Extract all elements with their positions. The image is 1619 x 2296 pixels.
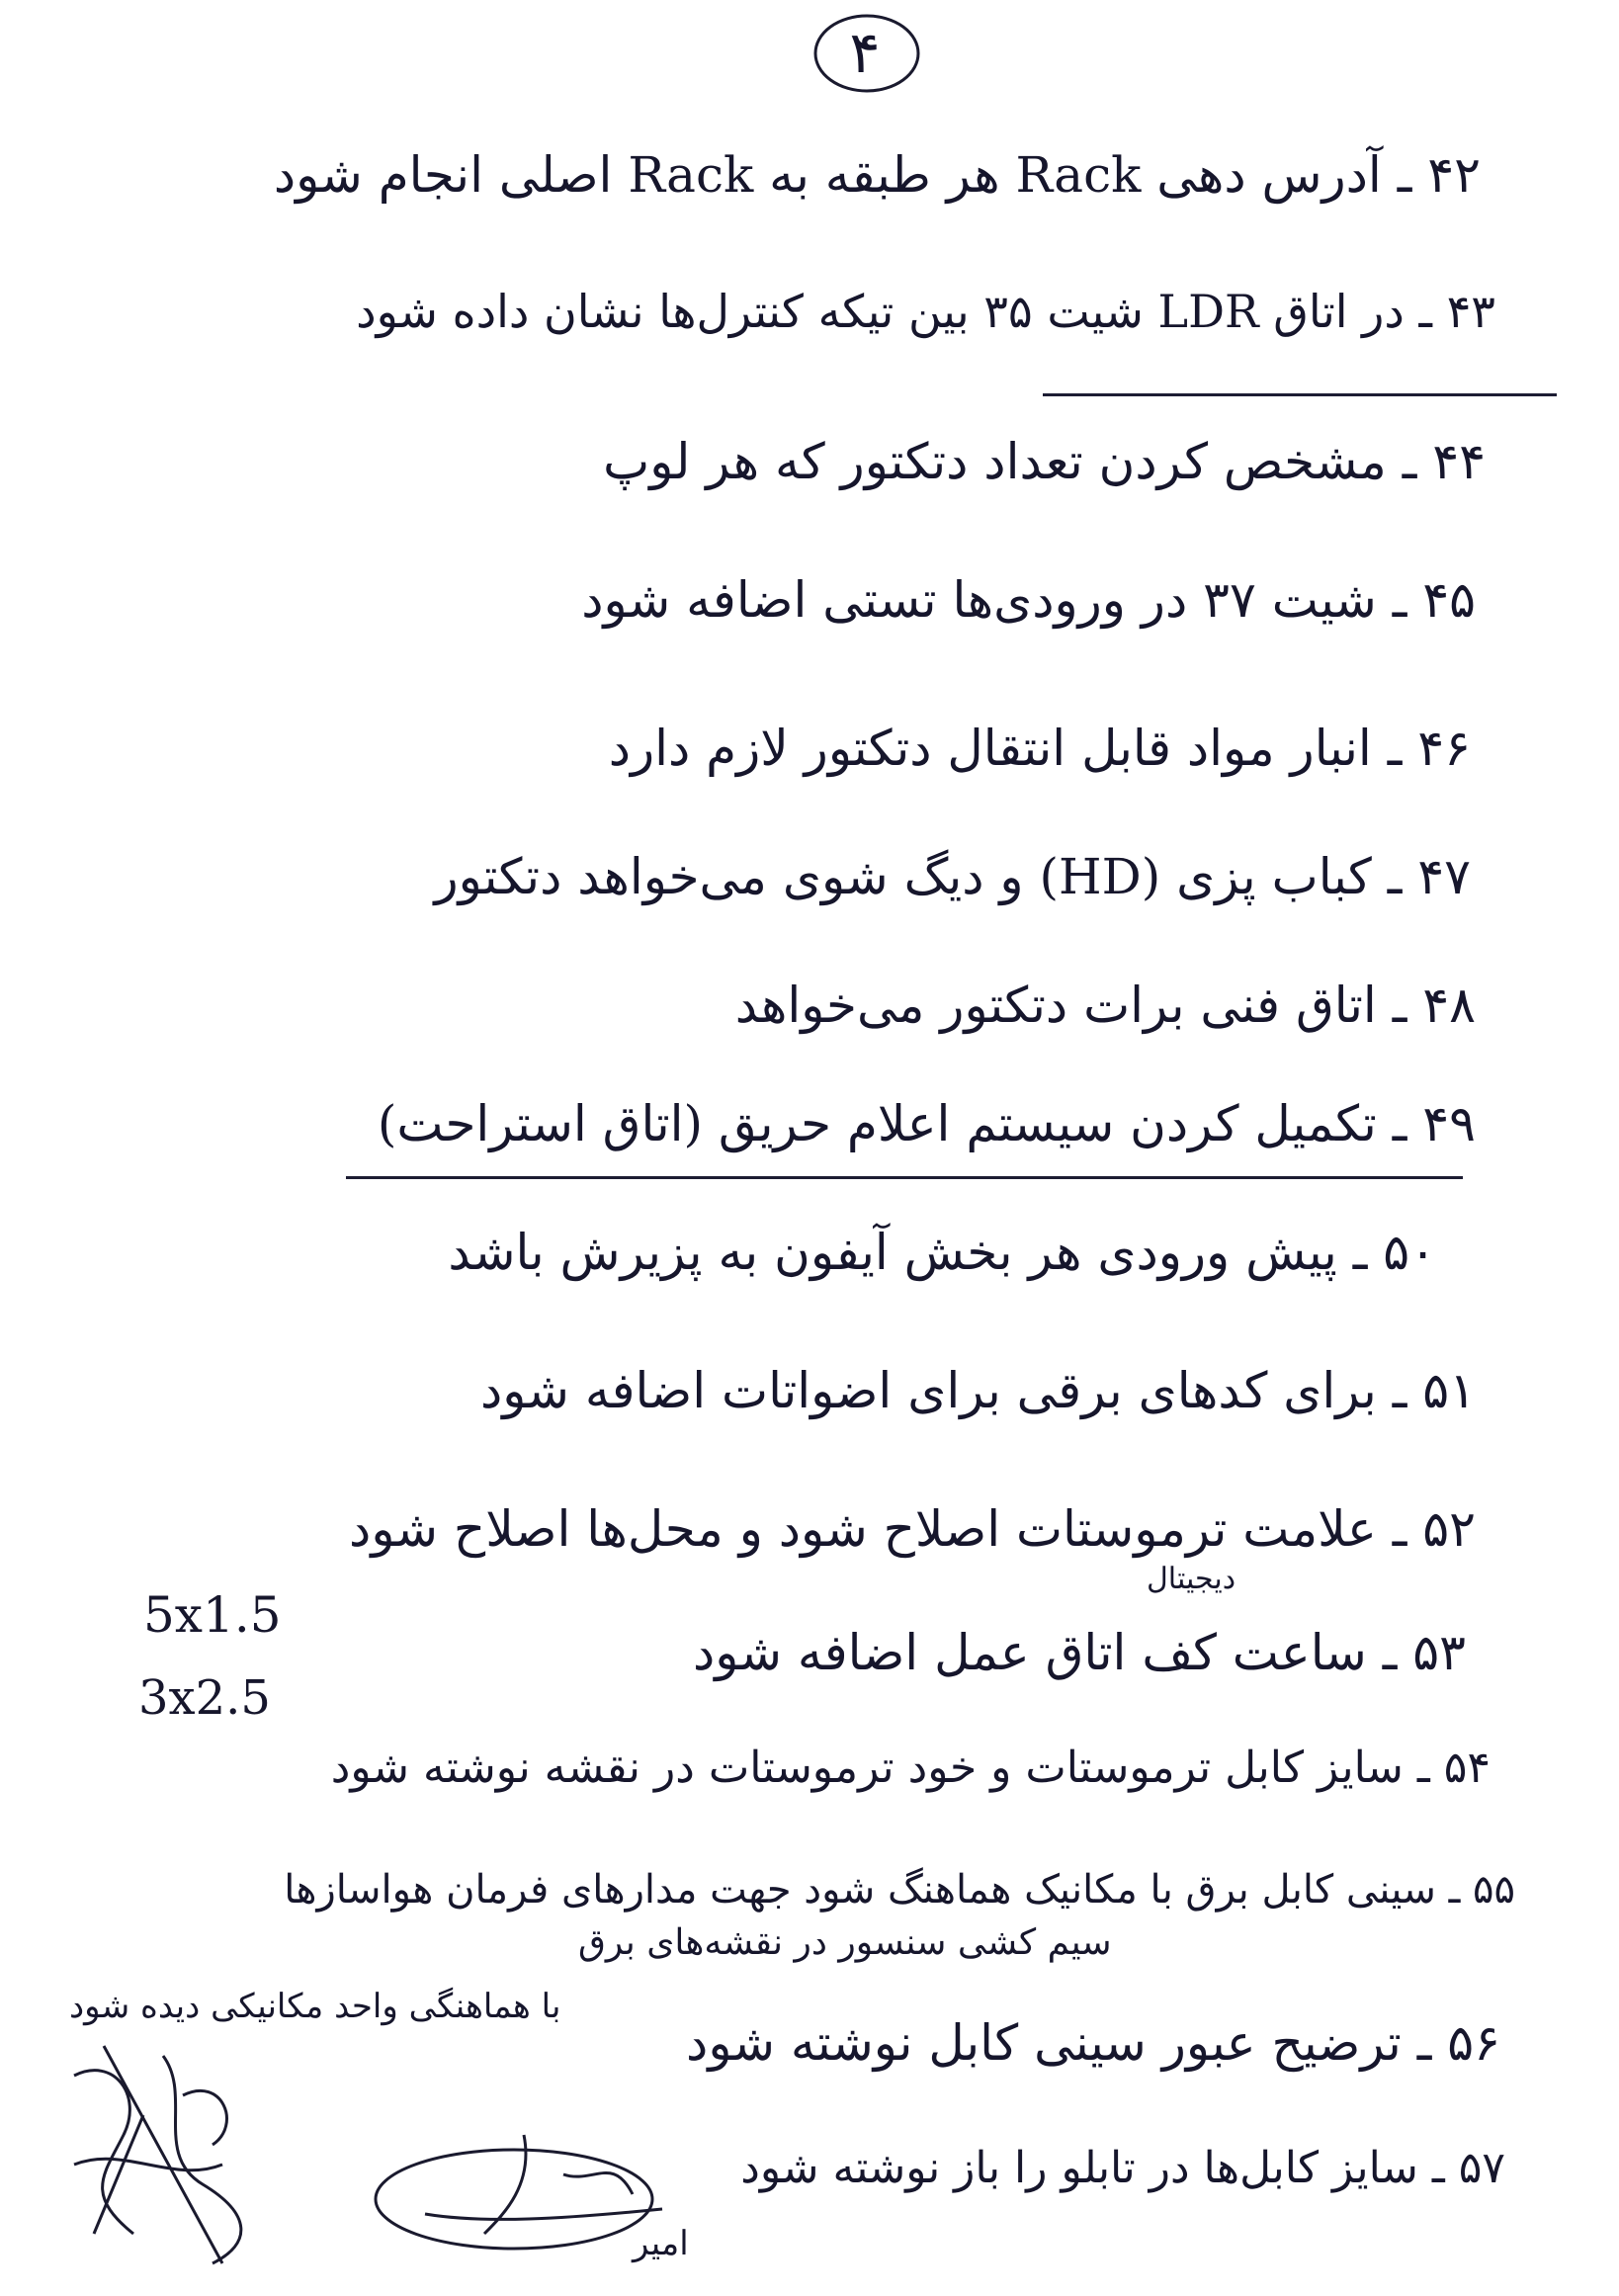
list-item: ۵۵ ـ سینی کابل برق با مکانیک هماهنگ شود جهت مدارهای فرمان هواسازها xyxy=(284,1867,1515,1913)
margin-note: سیم کشی سنسور در نقشه‌های برق xyxy=(578,1922,1112,1963)
list-item: ۵۷ ـ سایز کابل‌ها در تابلو را باز نوشته شود xyxy=(740,2143,1505,2193)
margin-note: با هماهنگی واحد مکانیکی دیده شود xyxy=(69,1987,561,2026)
signature-bottom-icon xyxy=(366,2125,682,2263)
list-item: ۴۹ ـ تکمیل کردن سیستم اعلام حریق (اتاق استراحت) xyxy=(377,1095,1476,1152)
list-item: ۵۴ ـ سایز کابل ترموستات و خود ترموستات در نقشه نوشته شود xyxy=(330,1743,1491,1793)
list-item: ۴۴ ـ مشخص کردن تعداد دتکتور که هر لوپ xyxy=(603,433,1486,490)
annotation-size-1: 5x1.5 xyxy=(143,1586,282,1644)
list-item: ۴۲ ـ آدرس دهی Rack هر طبقه به Rack اصلی انجام شود xyxy=(273,146,1481,204)
list-item: ۵۲ ـ علامت ترموستات اصلاح شود و محل‌ها اصلاح شود xyxy=(349,1500,1476,1558)
page-number: ۴ xyxy=(806,8,924,97)
list-item: ۵۶ ـ ترضیح عبور سینی کابل نوشته شود xyxy=(686,2014,1500,2072)
list-item: ۵۱ ـ برای کدهای برقی برای اضواتات اضافه شود xyxy=(479,1362,1476,1419)
list-item: ۴۷ ـ کباب پزی (HD) و دیگ شوی می‌خواهد دتکتور xyxy=(434,848,1471,905)
list-item: ۴۶ ـ انبار مواد قابل انتقال دتکتور لازم دارد xyxy=(608,720,1471,777)
list-item: ۴۸ ـ اتاق فنی برات دتکتور می‌خواهد xyxy=(734,977,1476,1034)
annotation-digital: دیجیتال xyxy=(1147,1562,1236,1596)
list-item: ۴۳ ـ در اتاق LDR شیت ۳۵ بین تیکه کنترل‌ها نشان داده شود xyxy=(356,285,1495,338)
divider xyxy=(346,1176,1463,1179)
list-item: ۴۵ ـ شیت ۳۷ در ورودی‌ها تستی اضافه شود xyxy=(581,571,1476,629)
list-item: ۵۰ ـ پیش ورودی هر بخش آیفون به پزیرش باشد xyxy=(448,1224,1436,1281)
signature-left-icon xyxy=(54,2036,272,2273)
list-item: ۵۳ ـ ساعت کف اتاق عمل اضافه شود xyxy=(693,1624,1466,1681)
bottom-note: امیر xyxy=(633,2224,689,2263)
divider xyxy=(1043,393,1557,396)
annotation-size-2: 3x2.5 xyxy=(138,1670,271,1726)
